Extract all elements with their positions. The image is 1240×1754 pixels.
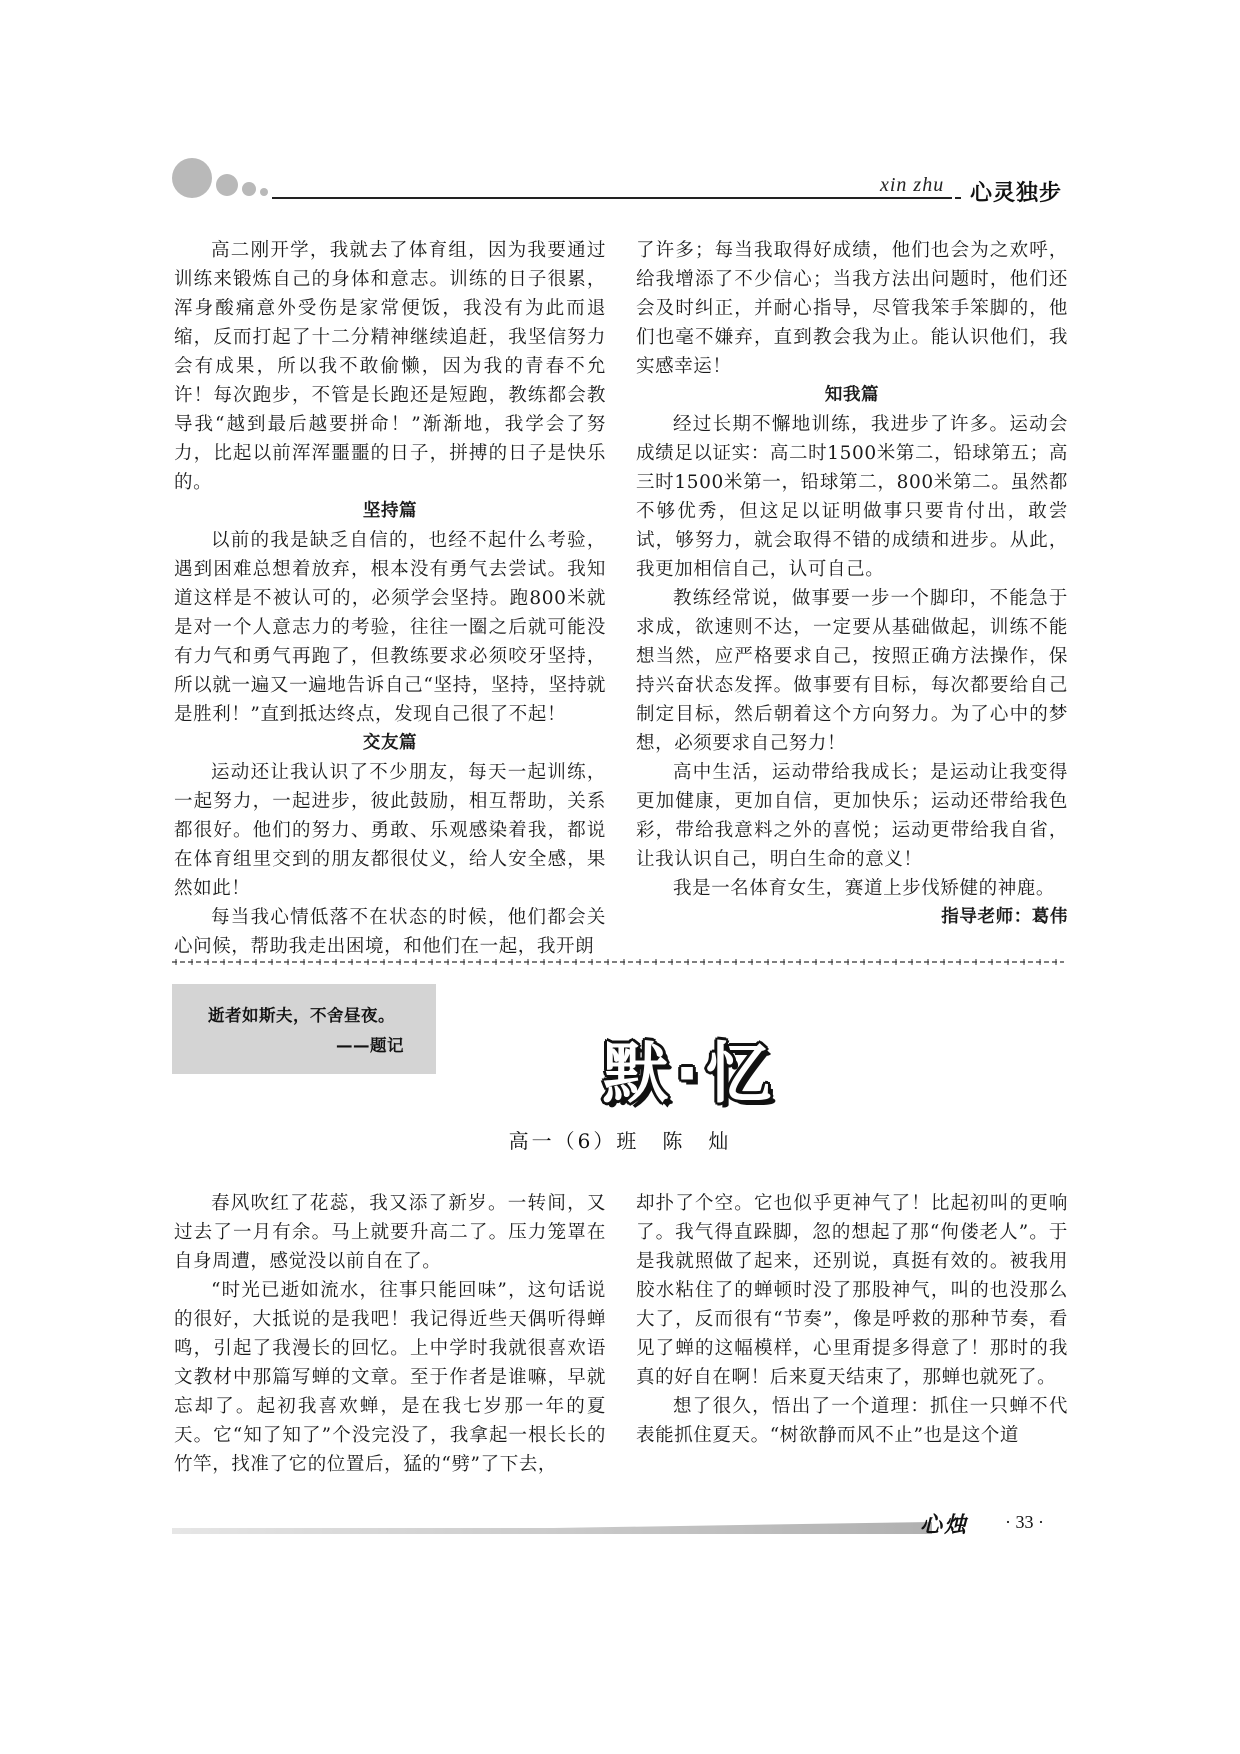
- subheading: 坚持篇: [362, 501, 418, 521]
- header-rule: [272, 197, 952, 199]
- epigraph-quote: 逝者如斯夫，不舍昼夜。: [208, 1006, 395, 1025]
- article2-byline: 高一（6）班 陈 灿: [508, 1129, 732, 1153]
- paragraph: 了许多；每当我取得好成绩，他们也会为之欢呼，给我增添了不少信心；当我方法出问题时，他们还会及时纠正，并耐心指导，尽管我笨手笨脚的，他们也毫不嫌弃，直到教会我为止。能认识他们，我实感幸运！: [636, 240, 1068, 377]
- footer-magazine-name: 心烛: [920, 1512, 969, 1538]
- subheading: 知我篇: [824, 385, 880, 405]
- signature: 指导老师：葛伟: [941, 907, 1068, 927]
- paragraph: 教练经常说，做事要一步一个脚印，不能急于求成，欲速则不达，一定要从基础做起，训练不能想当然，应严格要求自己，按照正确方法操作，保持兴奋状态发挥。做事要有目标，每次都要给自己制定目标，然后朝着这个方向努力。为了心中的梦想，必须要求自己努力！: [636, 588, 1068, 754]
- header-section-title: 心灵独步: [970, 181, 1063, 206]
- paragraph: 高二刚开学，我就去了体育组，因为我要通过训练来锻炼自己的身体和意志。训练的日子很累，浑身酸痛意外受伤是家常便饭，我没有为此而退缩，反而打起了十二分精神继续追赶，我坚信努力会有成果，所以我不敢偷懒，因为我的青春不允许！每次跑步，不管是长跑还是短跑，教练都会教导我“越到最后越要拼命！”渐渐地，我学会了努力，比起以前浑浑噩噩的日子，拼搏的日子是快乐的。: [174, 240, 606, 493]
- paragraph: 每当我心情低落不在状态的时候，他们都会关心问候，帮助我走出困境，和他们在一起，我开朗: [174, 907, 606, 957]
- epigraph-box: [172, 984, 436, 1074]
- footer-bar: [172, 1522, 932, 1534]
- paragraph: 却扑了个空。它也似乎更神气了！比起初叫的更响了。我气得直跺脚，忽的想起了那“佝偻老人”。于是我就照做了起来，还别说，真挺有效的。被我用胶水粘住了的蝉顿时没了那股神气，叫的也没那么大了，反而很有“节奏”，像是呼救的那种节奏，看见了蝉的这幅模样，心里甭提多得意了！那时的我真的好自在啊！后来夏天结束了，那蝉也就死了。: [636, 1193, 1068, 1388]
- article1-column-right: [636, 236, 1068, 932]
- paragraph: 春风吹红了花蕊，我又添了新岁。一转间，又过去了一月有余。马上就要升高二了。压力笼罩在自身周遭，感觉没以前自在了。: [174, 1193, 606, 1272]
- header-rule-tail: [955, 197, 961, 199]
- paragraph: 高中生活，运动带给我成长；是运动让我变得更加健康，更加自信，更加快乐；运动还带给我色彩，带给我意料之外的喜悦；运动更带给我自省，让我认识自己，明白生命的意义！: [636, 762, 1068, 870]
- paragraph: 运动还让我认识了不少朋友，每天一起训练，一起努力，一起进步，彼此鼓励，相互帮助，关系都很好。他们的努力、勇敢、乐观感染着我，都说在体育组里交到的朋友都很仗义，给人安全感，果然如此！: [174, 762, 606, 899]
- article2-title: 默·忆: [602, 1035, 778, 1112]
- paragraph: 以前的我是缺乏自信的，也经不起什么考验，遇到困难总想着放弃，根本没有勇气去尝试。我知道这样是不被认可的，必须学会坚持。跑800米就是对一个人意志力的考验，往往一圈之后就可能没有力气和勇气再跑了，但教练要求必须咬牙坚持，所以就一遍又一遍地告诉自己“坚持，坚持，坚持就是胜利！”直到抵达终点，发现自己很了不起！: [174, 530, 606, 725]
- article2-column-left: [174, 1189, 606, 1479]
- paragraph: 想了很久，悟出了一个道理：抓住一只蝉不代表能抓住夏天。“树欲静而风不止”也是这个道: [636, 1396, 1068, 1446]
- paragraph: “时光已逝如流水，往事只能回味”，这句话说的很好，大抵说的是我吧！我记得近些天偶听得蝉鸣，引起了我漫长的回忆。上中学时我就很喜欢语文教材中那篇写蝉的文章。至于作者是谁嘛，早就忘却了。起初我喜欢蝉，是在我七岁那一年的夏天。它“知了知了”个没完没了，我拿起一根长长的竹竿，找准了它的位置后，猛的“劈”了下去，: [174, 1280, 606, 1475]
- paragraph: 经过长期不懈地训练，我进步了许多。运动会成绩足以证实：高二时1500米第二，铅球第五；高三时1500米第一，铅球第二，800米第二。虽然都不够优秀，但这足以证明做事只要肯付出，敢尝试，够努力，就会取得不错的成绩和进步。从此，我更加相信自己，认可自己。: [636, 414, 1068, 580]
- header-pinyin: xin zhu: [880, 174, 945, 196]
- subheading: 交友篇: [362, 733, 418, 753]
- epigraph-attribution: ——题记: [336, 1036, 404, 1055]
- article1-column-left: [174, 236, 606, 961]
- paragraph: 我是一名体育女生，赛道上步伐矫健的神鹿。: [673, 878, 1056, 899]
- section-divider: [172, 958, 1064, 966]
- article2-column-right: [636, 1189, 1068, 1450]
- header-dots-decoration: [172, 158, 282, 206]
- footer-page-number: · 33 ·: [1005, 1512, 1044, 1532]
